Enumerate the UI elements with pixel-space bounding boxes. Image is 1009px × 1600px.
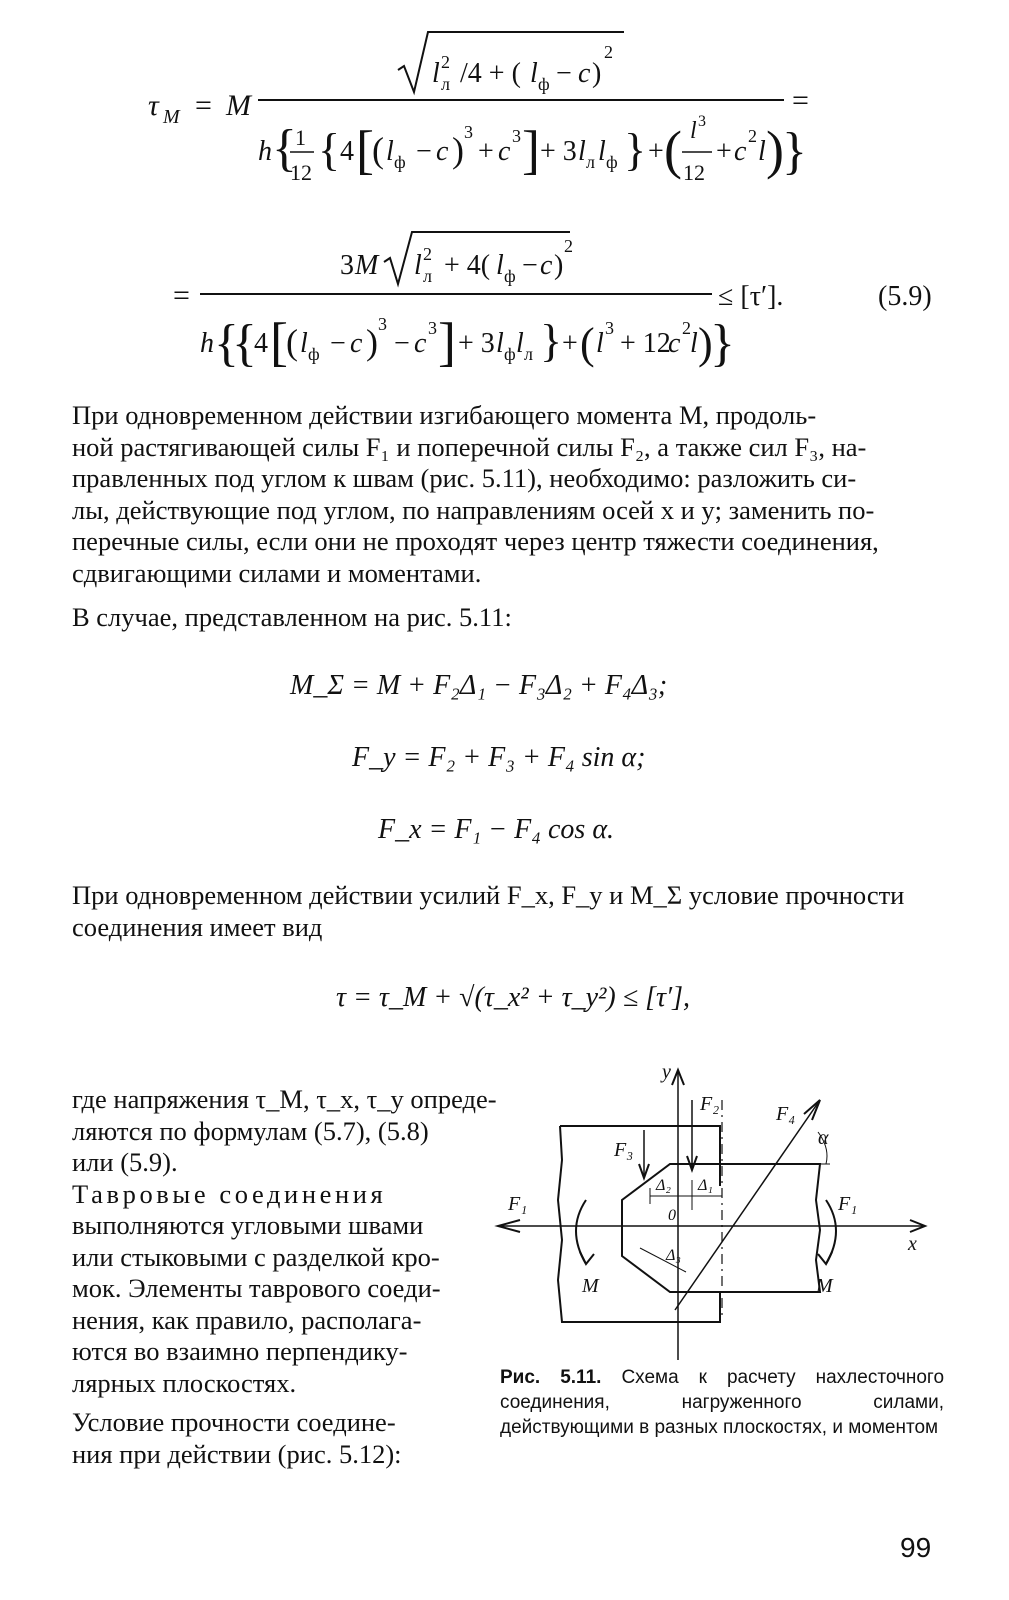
den-l4: l [758,136,766,167]
num-1-sub: л [441,74,450,94]
label-delta2: Δ₂ [656,1177,671,1194]
label-f1-left: F₁ [508,1193,528,1215]
caption-prefix: Рис. 5.11. [500,1367,602,1388]
den-frac-1-num: 1 [295,125,306,150]
num2-l-sub: л [423,266,432,286]
col-line-9: ются во взаимно перпендику- [72,1336,408,1366]
den2-brace2: { [232,315,257,372]
den-4: 4 [340,136,354,167]
den2-plus-12: + 12 [620,328,671,359]
den2-c2-sup: 3 [428,318,437,338]
den-plus-2: + 3 [540,136,577,167]
moment-left-arrow [580,1252,594,1264]
den2-l: l [300,328,308,359]
den-c3: c [734,136,747,167]
label-x: x [908,1233,917,1255]
num2-3m: 3 [340,250,354,281]
column-text [72,1084,497,1470]
den2-c2: c [414,328,427,359]
num-4: − [556,58,572,89]
col-line-2: ляются по формулам (5.7), (5.8) [72,1115,429,1146]
figure-5-11 [490,1060,950,1360]
formula-eq: = [195,89,212,122]
paragraph-3 [72,880,938,943]
den-lf: l [598,136,606,167]
den-l3: l [690,118,697,144]
label-alpha: α [818,1127,829,1149]
figure-caption [500,1365,944,1440]
den2-lf-sub: ф [504,344,516,364]
col-line-10: лярных плоскостях. [72,1367,297,1398]
den-brace-2-close: } [624,124,647,175]
den2-brace-close: } [710,315,735,372]
p1-line-1: При одновременном действии изгибающего момента M, продоль- [72,400,817,430]
num2-close: ) [554,250,564,281]
den-c2-sup: 3 [512,126,521,146]
p1-line-3: правленных под углом к швам (рис. 5.11), необходимо: разложить си- [72,463,857,493]
formula-5-9 [0,0,1009,395]
den-l-sub: ф [394,152,406,172]
col-line-5: выполняются угловыми швами [72,1210,424,1240]
den-brace-2: { [318,124,341,175]
equation-f-y: F_y = F₂ + F₃ + F₄ sin α; [352,742,646,773]
p3-line-2: соединения имеет вид [72,911,323,942]
f4-arrow [675,1100,820,1310]
den-lf-sub: ф [606,152,618,172]
label-f4: F₄ [776,1103,796,1125]
num2-l: l [414,250,422,281]
den2-paren-open: ( [286,322,298,362]
p1-line-6: сдвигающими силами и моментами. [72,557,482,588]
den2-bracket-close: ] [438,312,456,372]
den-bracket-close: ] [522,120,540,180]
num2-m: M [355,250,379,281]
num2-c: c [540,250,553,281]
den-c: c [436,136,449,167]
num-5: c [578,58,591,89]
num-1: l [432,58,440,89]
den2-ll-sub: л [524,344,533,364]
p3-line-1: При одновременном действии усилий F_x, F_y и M_Σ условие прочности [72,880,905,910]
moment-right-arrow [818,1252,832,1264]
paragraph-1 [72,400,938,589]
num2-l-sup: 2 [423,244,432,264]
label-m-left: M [582,1275,599,1297]
num2-lf: l [496,250,504,281]
den2-c3: c [668,328,681,359]
paragraph-2 [72,602,938,634]
label-delta3: Δ₃ [666,1247,681,1264]
num-6-sup: 2 [604,42,613,62]
den2-l-sub: ф [308,344,320,364]
den2-paren2-open: ( [580,319,595,368]
col-line-6: или стыковыми с разделкой кро- [72,1241,440,1272]
strength-condition: τ = τ_M + √(τ_x² + τ_y²) ≤ [τ′], [336,982,691,1013]
page-number: 99 [900,1532,932,1563]
col-line-8: нения, как правило, располага- [72,1304,422,1335]
den2-brace1: { [214,315,239,372]
label-y: y [662,1061,671,1083]
den-ll: l [578,136,586,167]
den2-ll: l [516,328,524,359]
col-line-4: Тавровые соединения [72,1178,387,1209]
den2-plus-2: + [562,328,578,359]
num-6: ) [592,58,602,89]
den-frac-1-den: 12 [290,160,312,185]
den2-l3: l [596,328,604,359]
den2-l3-sup: 3 [605,318,614,338]
den-minus: − [416,136,432,167]
den2-l4: l [690,328,698,359]
den-bracket-open: [ [356,120,374,180]
p1-line-4: лы, действующие под углом, по направлениям осей x и y; заменить по- [72,494,875,525]
num-3: l [530,58,538,89]
den-plus-1: + [478,136,494,167]
num-2: /4 + ( [460,58,521,89]
label-m-right: M [816,1275,833,1297]
label-f2: F₂ [700,1093,720,1115]
col-line-11: Условие прочности соедине- [72,1407,396,1437]
p1-line-2: ной растягивающей силы F₁ и поперечной силы F₂, а также сил F₃, на- [72,431,867,462]
label-f3: F₃ [614,1139,634,1161]
label-delta1: Δ₁ [698,1177,713,1194]
den2-minus-2: − [394,328,410,359]
formula-m: M [226,89,251,122]
leq: ≤ [τ′]. [718,281,784,312]
den2-c: c [350,328,363,359]
den-h: h [258,136,272,167]
num2-lf-sub: ф [504,266,516,286]
den-brace-close: } [782,123,807,180]
den-brace-open: { [272,120,297,177]
label-origin: 0 [668,1207,676,1224]
col-line-12: ния при действии (рис. 5.12): [72,1438,402,1469]
equation-number: (5.9) [878,281,932,312]
p2-line: В случае, представленном на рис. 5.11: [72,602,512,632]
col-line-1: где напряжения τ_M, τ_x, τ_y опреде- [72,1084,497,1114]
den-paren2-close: ) [766,120,784,180]
formula-lhs: τ [148,89,159,122]
den2-lf: l [496,328,504,359]
den-c3-sup: 2 [748,126,757,146]
den-paren-open: ( [372,130,384,170]
den2-cube: 3 [378,314,387,334]
num2-plus: + 4( [444,250,491,281]
den-paren-close: ) [452,130,464,170]
den-paren2-open: ( [664,120,682,180]
col-line-7: мок. Элементы таврового соеди- [72,1273,441,1303]
den2-bracket-open: [ [270,312,288,372]
equation-m-sum: M_Σ = M + F₂Δ₁ − F₃Δ₂ + F₄Δ₃; [290,670,668,701]
num2-sup: 2 [564,236,573,256]
den2-c3-sup: 2 [682,318,691,338]
den2-paren-close: ) [366,322,378,362]
p1-line-5: перечные силы, если они не проходят через центр тяжести соединения, [72,526,879,556]
den-ll-sub: л [586,152,595,172]
den-plus-4: + [716,136,732,167]
den-c2: c [498,136,511,167]
den-l3-sup: 3 [698,113,706,130]
den2-4: 4 [254,328,268,359]
num2-minus: − [522,250,538,281]
formula-lhs-sub: M [163,106,180,128]
den2-paren2-close: ) [698,319,713,368]
label-f1-right: F₁ [838,1193,858,1215]
formula-eq-2: = [792,84,809,117]
den2-minus: − [330,328,346,359]
den2-h: h [200,328,214,359]
den2-brace-close-inner: } [540,315,563,366]
f4-arrowhead [804,1100,820,1120]
den-cube: 3 [464,122,473,142]
equation-f-x: F_x = F₁ − F₄ cos α. [378,814,615,845]
den-plus-3: + [648,136,664,167]
den2-plus: + 3 [458,328,495,359]
col-line-3: или (5.9). [72,1147,178,1177]
den-frac-2-den: 12 [683,160,705,185]
formula2-eq: = [173,279,190,312]
num-3-sub: ф [538,74,550,94]
caption-text: Схема к расчету нахлесточного соединения, нагруженного силами, действующими в разных плоскостях, и моментом [500,1367,945,1438]
num-1-sup: 2 [441,52,450,72]
den-l: l [386,136,394,167]
